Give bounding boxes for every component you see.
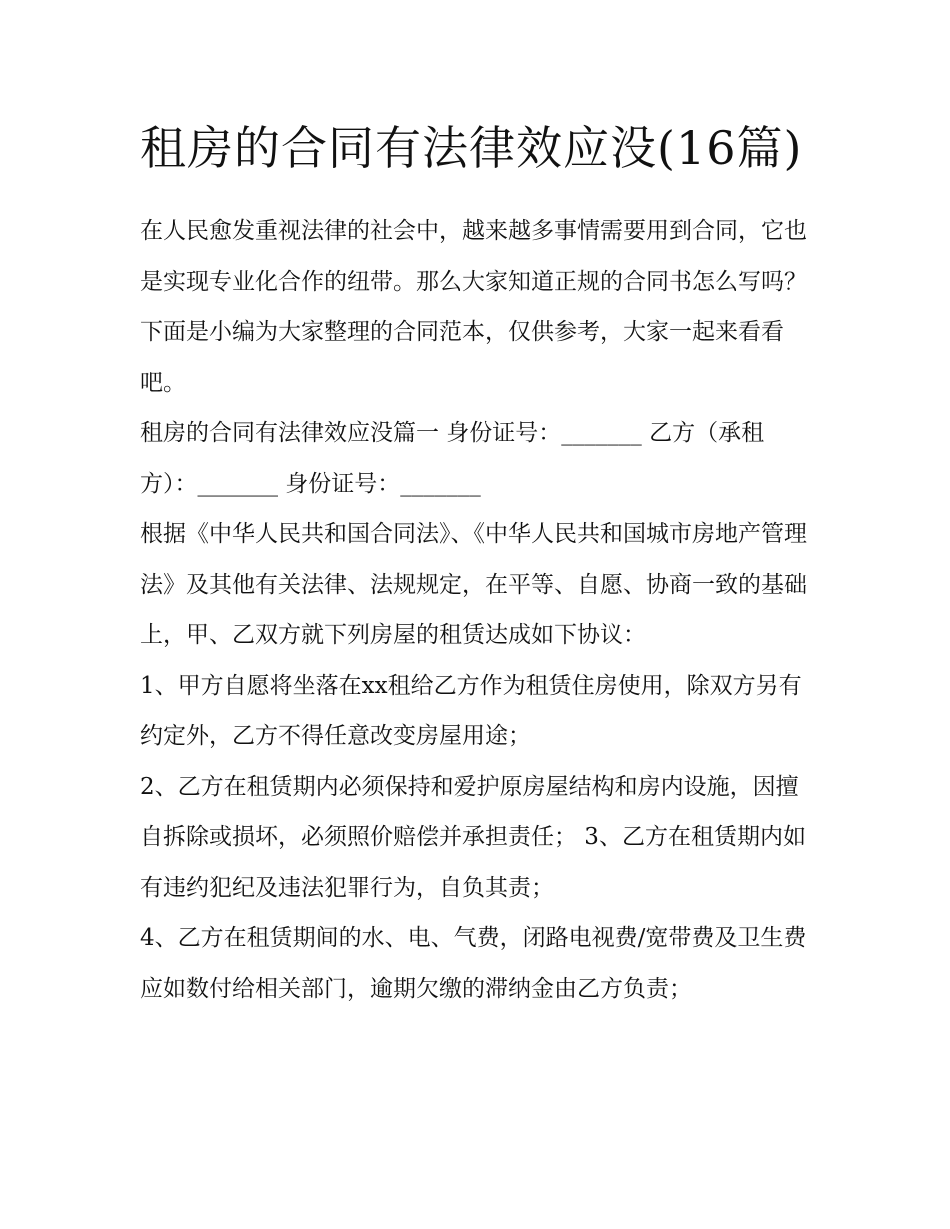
document-body	[140, 112, 812, 1014]
paragraph-clause-2-3: 2、乙方在租赁期内必须保持和爱护原房屋结构和房内设施，因擅自拆除或损坏，必须照价赔偿并承担责任； 3、乙方在租赁期内如有违约犯纪及违法犯罪行为，自负其责；	[140, 773, 806, 901]
paragraph-clause-1: 1、甲方自愿将坐落在xx租给乙方作为租赁住房使用，除双方另有约定外，乙方不得任意改变房屋用途；	[140, 672, 802, 749]
paragraph-intro: 在人民愈发重视法律的社会中，越来越多事情需要用到合同，它也是实现专业化合作的纽带。那么大家知道正规的合同书怎么写吗？下面是小编为大家整理的合同范本，仅供参考，大家一起来看看吧。	[140, 218, 807, 396]
paragraph-parties: 租房的合同有法律效应没篇一 身份证号：_______ 乙方（承租方）：_______ 身份证号：_______	[140, 420, 765, 497]
document-title: 租房的合同有法律效应没(16篇)	[140, 121, 803, 175]
paragraph-legal-basis: 根据《中华人民共和国合同法》、《中华人民共和国城市房地产管理法》及其他有关法律、法规规定，在平等、自愿、协商一致的基础上，甲、乙双方就下列房屋的租赁达成如下协议：	[140, 521, 807, 648]
paragraph-clause-4: 4、乙方在租赁期间的水、电、气费，闭路电视费/宽带费及卫生费应如数付给相关部门，逾期欠缴的滞纳金由乙方负责；	[140, 925, 807, 1002]
